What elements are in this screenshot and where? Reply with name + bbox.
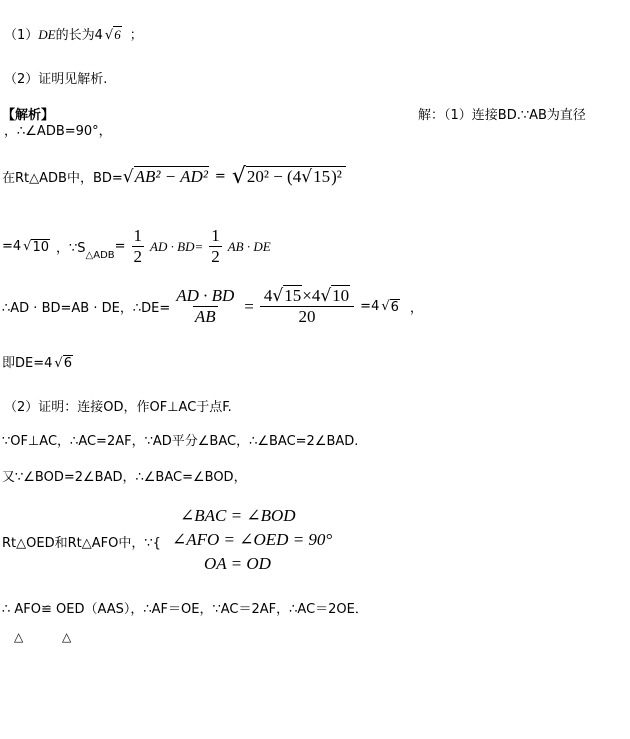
sqrt-symbol: √ bbox=[54, 356, 63, 371]
radicand-10: 10 bbox=[332, 286, 350, 305]
radicand-6: 6 bbox=[114, 27, 121, 42]
radicand-15: 15 bbox=[284, 286, 302, 305]
solution-start: 解：（1）连接BD.∵AB为直径 bbox=[418, 108, 586, 123]
radicand-6: 6 bbox=[390, 299, 399, 315]
equals-four: =4 bbox=[360, 299, 380, 314]
fraction-ad-bd-ab bbox=[174, 286, 236, 327]
part1-prefix: （1） bbox=[4, 28, 39, 43]
equals-sign: = bbox=[214, 169, 226, 184]
part1-answer bbox=[4, 24, 143, 43]
frac-num: AD · BD bbox=[176, 286, 235, 305]
frac-den: 2 bbox=[211, 247, 220, 266]
part1-text: 的长为4 bbox=[55, 28, 103, 43]
result-line bbox=[2, 352, 73, 371]
radicand-6: 6 bbox=[63, 356, 72, 371]
radicand-outer bbox=[246, 166, 346, 187]
var-de: DE bbox=[38, 27, 56, 42]
area-line bbox=[2, 226, 271, 267]
fraction-numeric bbox=[262, 286, 352, 327]
final-line: ∴ AFO≌ OED（AAS），∴AF＝OE，∵AC＝2AF，∴AC＝2OE． bbox=[2, 602, 368, 617]
fraction-half bbox=[132, 226, 145, 267]
proof-line-1: ∵OF⊥AC，∴AC=2AF，∵AD平分∠BAC，∴∠BAC=2∠BAD. bbox=[2, 434, 359, 449]
rt-line bbox=[2, 164, 346, 189]
part2-answer: （2）证明见解析. bbox=[4, 72, 108, 87]
times-4: ×4 bbox=[302, 286, 321, 305]
system-row-3: OA = OD bbox=[204, 554, 271, 573]
fraction-half bbox=[209, 226, 222, 267]
radicand-15: 15 bbox=[313, 167, 331, 186]
equals-sign: = bbox=[114, 239, 126, 254]
analysis-label: 【解析】 bbox=[2, 108, 55, 123]
system-row-1: ∠BAC = ∠BOD bbox=[180, 506, 296, 525]
frac-num: 1 bbox=[211, 226, 220, 245]
sqrt-symbol: √ bbox=[320, 286, 332, 306]
prop-suffix: ， bbox=[409, 301, 423, 316]
triangle-mark-1: △ bbox=[14, 630, 24, 644]
area-term2: AB · DE bbox=[227, 238, 271, 254]
sqrt-symbol: √ bbox=[23, 239, 32, 254]
frac-den: 20 bbox=[260, 306, 354, 327]
result-text: 即DE=4 bbox=[2, 356, 53, 371]
sqrt-symbol: √ bbox=[272, 286, 284, 306]
frac-den: AB bbox=[194, 307, 216, 326]
prop-prefix: ∴AD · BD=AB · DE，∴DE= bbox=[2, 301, 171, 316]
area-since-s: ，∵S bbox=[56, 241, 86, 256]
system-row-2: ∠AFO = ∠OED = 90° bbox=[172, 530, 333, 549]
sqrt-symbol: √ bbox=[122, 166, 134, 187]
equals-sign: = bbox=[244, 296, 254, 316]
area-prefix: =4 bbox=[2, 239, 22, 254]
sqrt-symbol: √ bbox=[301, 167, 313, 187]
part1-suffix: ； bbox=[129, 28, 143, 43]
area-subscript: △ADB bbox=[85, 250, 115, 261]
frac-num: 1 bbox=[133, 226, 143, 245]
paren-close: )² bbox=[331, 167, 342, 186]
radicand-10: 10 bbox=[32, 239, 50, 255]
sqrt-symbol-large: √ bbox=[231, 164, 246, 189]
proof-line-2: 又∵∠BOD=2∠BAD，∴∠BAC=∠BOD， bbox=[2, 470, 247, 485]
radicand-ab-ad: AB² − AD² bbox=[134, 167, 208, 186]
frac-den: 2 bbox=[133, 247, 143, 266]
triangle-mark-2: △ bbox=[62, 630, 72, 644]
area-term1: AD · BD= bbox=[150, 238, 204, 254]
proof-intro: （2）证明：连接OD，作OF⊥AC于点F. bbox=[4, 400, 232, 415]
sqrt-symbol: √ bbox=[381, 299, 390, 314]
rt-prefix: 在Rt△ADB中，BD= bbox=[2, 171, 123, 186]
num-4: 4 bbox=[263, 286, 273, 305]
proportion-line bbox=[2, 286, 423, 327]
system-lead: Rt△OED和Rt△AFO中，∵{ bbox=[2, 536, 161, 551]
radicand-inner-text: 20² − (4 bbox=[246, 167, 302, 186]
angle-line: ，∴∠ADB=90°， bbox=[4, 124, 112, 139]
frac-num bbox=[262, 286, 352, 306]
sqrt-symbol: √ bbox=[104, 28, 114, 43]
